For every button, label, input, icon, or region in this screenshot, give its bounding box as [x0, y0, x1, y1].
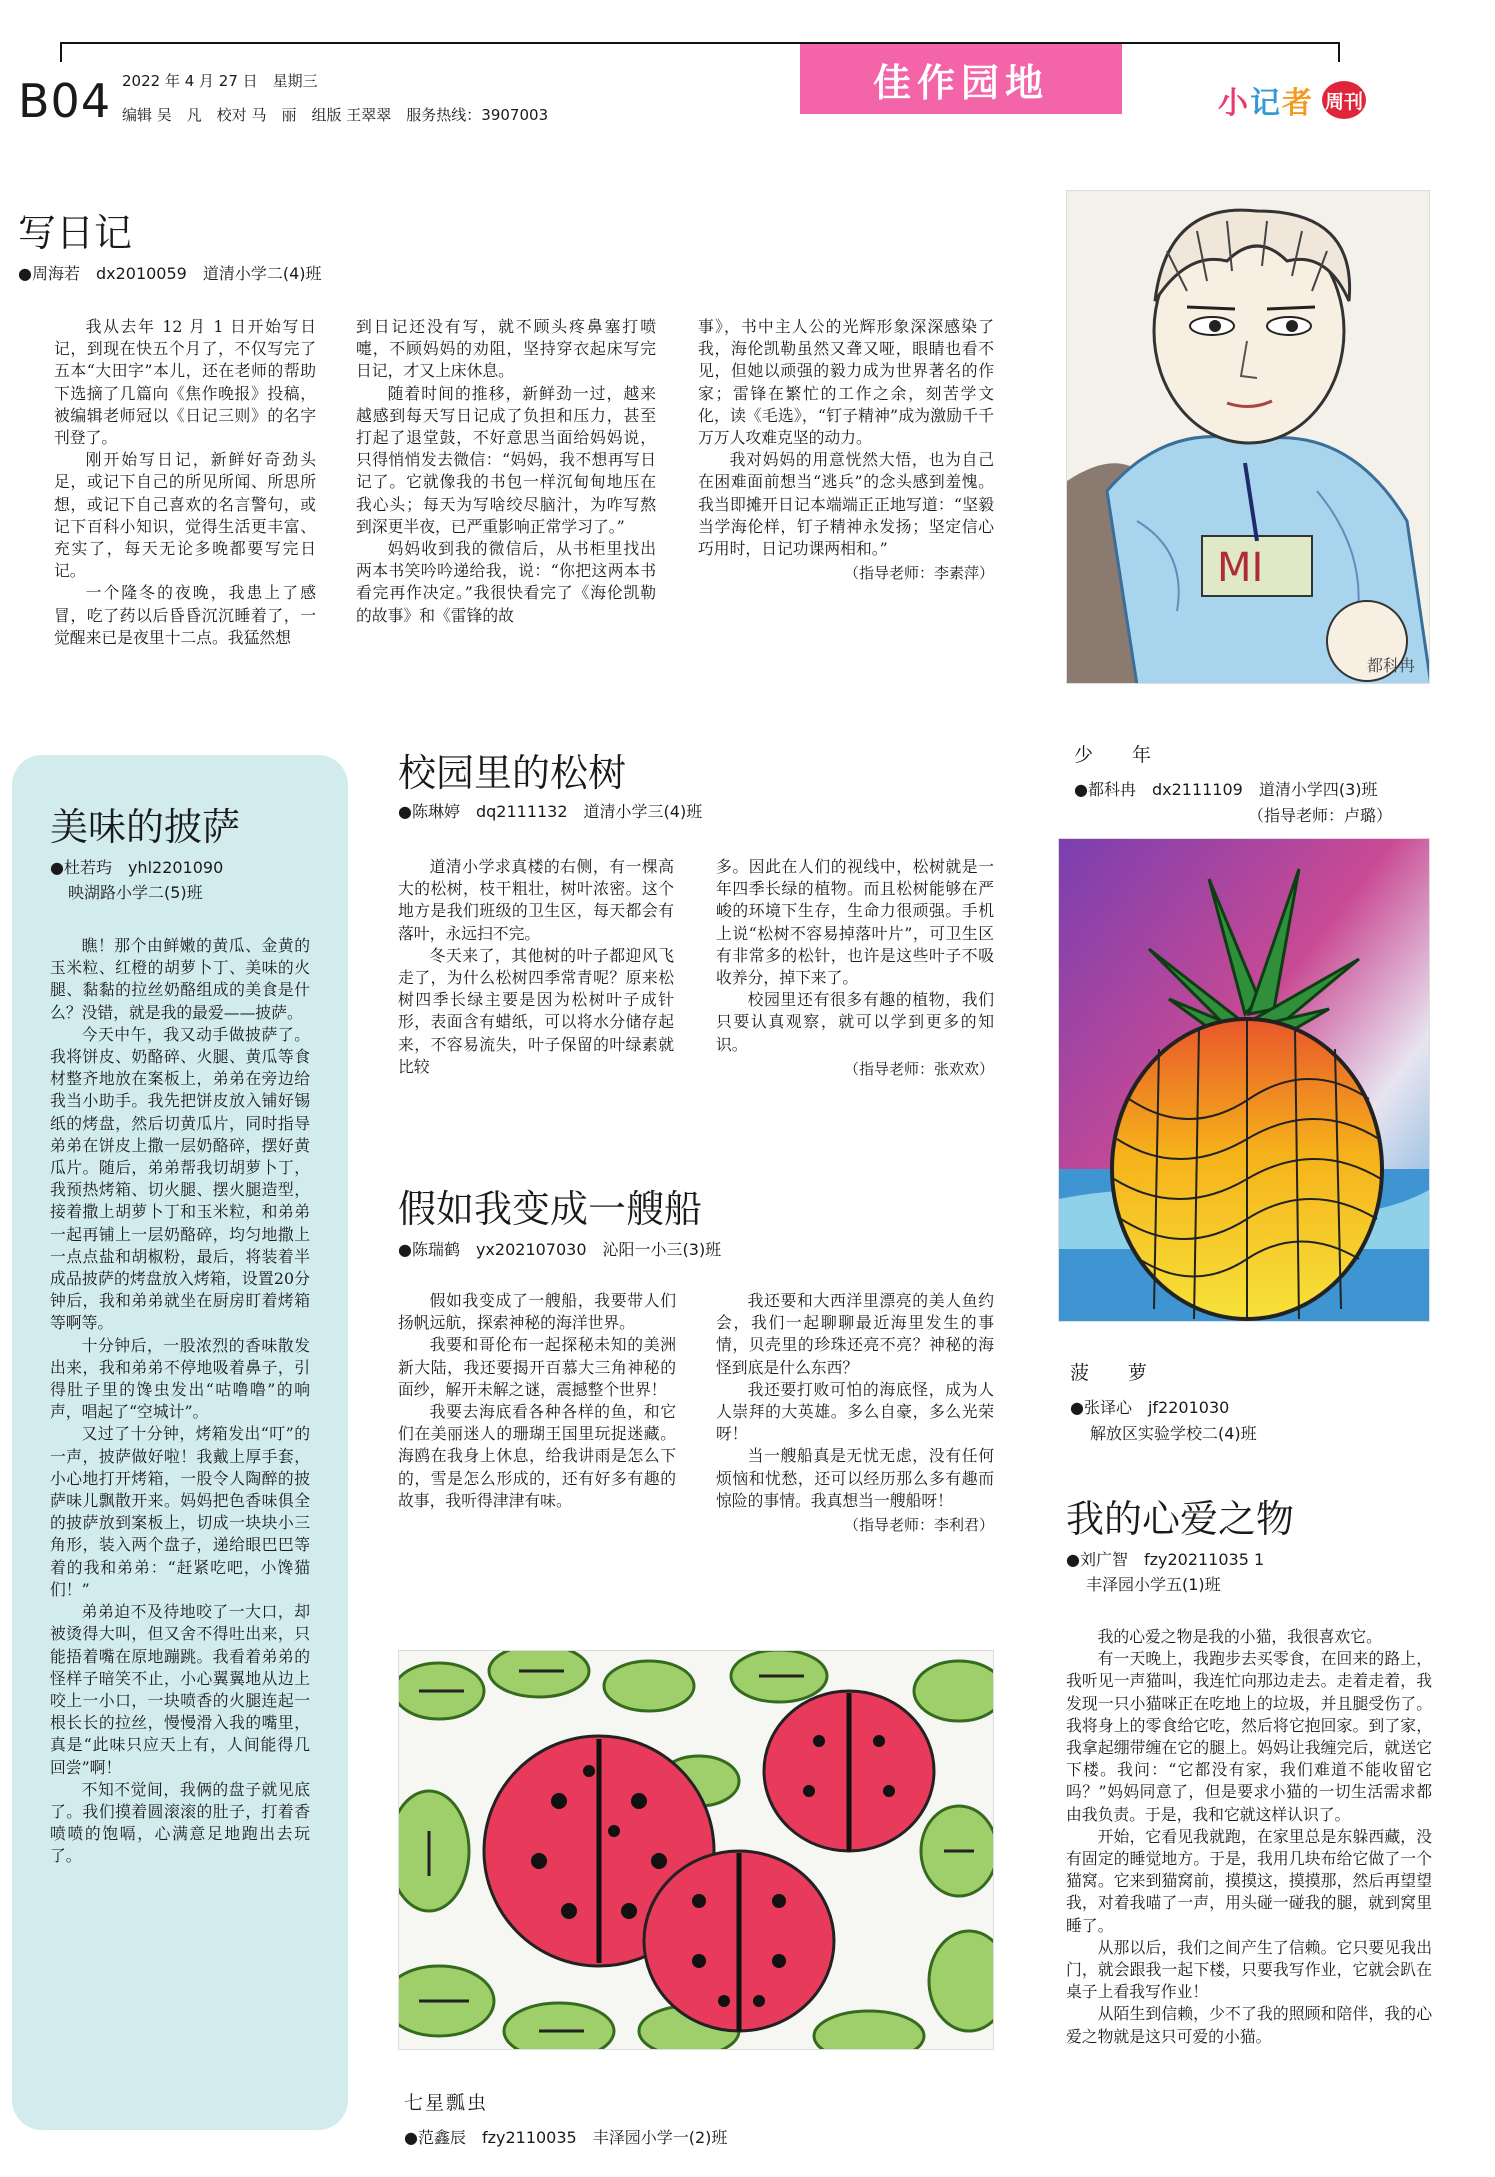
diary-column-3	[698, 316, 994, 680]
cat-byline-2: 丰泽园小学五(1)班	[1086, 1575, 1221, 1594]
boy-caption-teacher: （指导老师：卢璐）	[1248, 806, 1393, 825]
boat-column-2	[716, 1290, 994, 1620]
cat-title: 我的心爱之物	[1066, 1497, 1295, 1541]
boy-caption-title: 少 年	[1074, 744, 1162, 766]
masthead-logo	[1218, 78, 1366, 122]
diary-para: 我从去年 12 月 1 日开始写日记，到现在快五个月了，不仅写完了五本“大田字”本儿，还在老师的帮助下选摘了几篇向《焦作晚报》投稿，被编辑老师冠以《日记三则》的名字刊登了。	[54, 317, 316, 448]
boat-para: 我还要和大西洋里漂亮的美人鱼约会，我们一起聊聊最近海里发生的事情，贝壳里的珍珠还亮不亮？神秘的海怪到底是什么东西？	[716, 1291, 994, 1377]
pine-para: 冬天来了，其他树的叶子都迎风飞走了，为什么松树四季常青呢？原来松树四季长绿主要是因为松树叶子成针形，表面含有蜡纸，可以将水分储存起来，不容易流失，叶子保留的叶绿素就比较	[398, 945, 674, 1076]
header-rule	[60, 42, 1340, 44]
pine-para: 多。因此在人们的视线中，松树就是一年四季长绿的植物。而且松树能够在严峻的环境下生存，生命力很顽强。手机上说“松树不容易掉落叶片”，可卫生区有非常多的松针，也许是这些叶子不吸收养分，掉下来了。	[716, 857, 994, 988]
diary-byline: ●周海若 dx2010059 道清小学二(4)班	[18, 264, 322, 283]
pineapple-caption-byline-1: ●张译心 jf2201030	[1070, 1398, 1230, 1417]
pine-column-2	[716, 856, 994, 1116]
boat-para: 我还要打败可怕的海底怪，成为人人崇拜的大英雄。多么自豪，多么光荣呀！	[716, 1379, 994, 1444]
cat-para: 从陌生到信赖，少不了我的照顾和陪伴，我的心爱之物就是这只可爱的小猫。	[1066, 2004, 1432, 2046]
diary-para: 刚开始写日记，新鲜好奇劲头足，或记下自己的所见所闻、所思所想，或记下自己喜欢的名言警句，或记下百科小知识，觉得生活更丰富、充实了，每天无论多晚都要写完日记。	[54, 450, 316, 581]
cat-para: 有一天晚上，我跑步去买零食，在回来的路上，我听见一声猫叫，我连忙向那边走去。走着走着，我发现一只小猫咪正在吃地上的垃圾，并且腿受伤了。我将身上的零食给它吃，然后将它抱回家。到了家，我拿起绷带缠在它的腿上。妈妈让我缠完后，就送它下楼。我问：“它都没有家，我们难道不能收留它吗？”妈妈同意了，但是要求小猫的一切生活需求都由我负责。于是，我和它就这样认识了。	[1066, 1649, 1432, 1824]
header-rule-tick-right	[1338, 42, 1340, 62]
pizza-para: 瞧！那个由鲜嫩的黄瓜、金黄的玉米粒、红橙的胡萝卜丁、美味的火腿、黏黏的拉丝奶酪组成的美食是什么？没错，就是我的最爱——披萨。	[50, 936, 310, 1022]
section-tag: 佳作园地	[800, 44, 1122, 114]
pineapple-drawing	[1059, 839, 1430, 1322]
header-rule-tick-left	[60, 42, 62, 62]
pine-para: 道清小学求真楼的右侧，有一棵高大的松树，枝干粗壮，树叶浓密。这个地方是我们班级的卫生区，每天都会有落叶，永远扫不完。	[398, 857, 674, 943]
page-number: B04	[18, 74, 112, 128]
pizza-para: 弟弟迫不及待地咬了一大口，却被烫得大叫，但又舍不得吐出来，只能捂着嘴在原地蹦跳。我看着弟弟的怪样子暗笑不止，小心翼翼地从边上咬上一小口，一块喷香的火腿连起一根长长的拉丝，慢慢滑入我的嘴里，真是“此味只应天上有，人间能得几回尝”啊！	[50, 1602, 310, 1777]
pine-para: 校园里还有很多有趣的植物，我们只要认真观察，就可以学到更多的知识。	[716, 990, 994, 1054]
pine-byline: ●陈琳婷 dq2111132 道清小学三(4)班	[398, 802, 703, 821]
boat-para: 我要去海底看各种各样的鱼，和它们在美丽迷人的珊瑚王国里玩捉迷藏。海鸥在我身上休息，给我讲雨是怎么下的，雪是怎么形成的，还有好多有趣的故事，我听得津津有味。	[398, 1402, 676, 1510]
pizza-para: 又过了十分钟，烤箱发出“叮”的一声，披萨做好啦！我戴上厚手套，小心地打开烤箱，一股令人陶醉的披萨味儿飘散开来。妈妈把色香味俱全的披萨放到案板上，切成一块块小三角形，装入两个盘子，递给眼巴巴等着的我和弟弟：“赶紧吃吧，小馋猫们！”	[50, 1424, 310, 1599]
diary-title: 写日记	[18, 211, 133, 255]
ladybug-drawing	[399, 1651, 994, 2050]
pizza-title: 美味的披萨	[50, 805, 241, 849]
diary-para: 我对妈妈的用意恍然大悟，也为自己在困难面前想当“逃兵”的念头感到羞愧。我当即摊开日记本端端正正地写道：“坚毅当学海伦样，钉子精神永发扬；坚定信心巧用时，日记功课两相和。”	[698, 450, 994, 559]
staff-line: 编辑 吴 凡 校对 马 丽 组版 王翠翠 服务热线：3907003	[122, 106, 549, 124]
cat-para: 开始，它看见我就跑，在家里总是东躲西藏，没有固定的睡觉地方。于是，我用几块布给它做了一个猫窝。它来到猫窝前，摸摸这，摸摸那，然后再望望我，对着我喵了一声，用头碰一碰我的腿，就到窝里睡了。	[1066, 1826, 1432, 1935]
pizza-para: 十分钟后，一股浓烈的香味散发出来，我和弟弟不停地吸着鼻子，引得肚子里的馋虫发出“咕噜噜”的响声，唱起了“空城计”。	[50, 1335, 310, 1422]
ladybug-caption-byline: ●范鑫辰 fzy2110035 丰泽园小学一(2)班	[404, 2128, 728, 2147]
diary-para: 随着时间的推移，新鲜劲一过，越来越感到每天写日记成了负担和压力，甚至打起了退堂鼓，不好意思当面给妈妈说，只得悄悄发去微信：“妈妈，我不想再写日记了。它就像我的书包一样沉甸甸地压在我心头；每天为写啥绞尽脑汁，为咋写熬到深更半夜，已严重影响正常学习了。”	[356, 383, 656, 536]
pizza-byline-2: 映湖路小学二(5)班	[68, 883, 203, 902]
pineapple-caption-title: 菠 萝	[1070, 1362, 1158, 1384]
pizza-para: 今天中午，我又动手做披萨了。我将饼皮、奶酪碎、火腿、黄瓜等食材整齐地放在案板上，弟弟在旁边给我当小助手。我先把饼皮放入铺好锡纸的烤盘，然后切黄瓜片，同时指导弟弟在饼皮上撒一层奶酪碎，摆好黄瓜片。随后，弟弟帮我切胡萝卜丁，我预热烤箱、切火腿、摆火腿造型，接着撒上胡萝卜丁和玉米粒，和弟弟一起再铺上一层奶酪碎，均匀地撒上一点点盐和胡椒粉，最后，将装着半成品披萨的烤盘放入烤箱，设置20分钟后，我和弟弟就坐在厨房盯着烤箱等啊等。	[50, 1024, 310, 1333]
diary-para: 事》，书中主人公的光辉形象深深感染了我，海伦凯勒虽然又聋又哑，眼睛也看不见，但她以顽强的毅力成为世界著名的作家；雷锋在繁忙的工作之余，刻苦学文化，读《毛选》，“钉子精神”成为激励千千万万人攻难克坚的动力。	[698, 317, 994, 448]
boy-signature: 都科冉	[1367, 656, 1416, 675]
boy-caption-byline: ●都科冉 dx2111109 道清小学四(3)班	[1074, 780, 1378, 799]
logo-char-1: 小	[1218, 86, 1248, 121]
boat-para: 当一艘船真是无忧无虑，没有任何烦恼和忧愁，还可以经历那么多有趣而惊险的事情。我真想当一艘船呀！	[716, 1446, 994, 1510]
boy-drawing	[1067, 191, 1430, 684]
logo-char-2: 记	[1250, 86, 1280, 121]
pine-title: 校园里的松树	[398, 751, 627, 795]
logo-char-3: 者	[1282, 86, 1312, 121]
pizza-byline-1: ●杜若玙 yhl2201090	[50, 858, 224, 877]
diary-teacher: （指导老师：李素萍）	[843, 564, 994, 583]
cat-para: 我的心爱之物是我的小猫，我很喜欢它。	[1097, 1627, 1382, 1646]
cat-para: 从那以后，我们之间产生了信赖。它只要见我出门，就会跟我一起下楼，只要我写作业，它就会趴在桌子上看我写作业！	[1066, 1937, 1432, 2002]
pizza-body	[50, 935, 310, 2115]
boat-teacher: （指导老师：李利君）	[843, 1516, 994, 1535]
ladybug-caption-title: 七星瓢虫	[404, 2092, 489, 2114]
logo-stamp: 周刊	[1322, 81, 1366, 119]
boat-para: 我要和哥伦布一起探秘未知的美洲新大陆，我还要揭开百慕大三角神秘的面纱，解开未解之谜，震撼整个世界！	[398, 1335, 676, 1399]
painting-ladybug	[398, 1650, 994, 2050]
cat-body	[1066, 1626, 1432, 2146]
date-line: 2022 年 4 月 27 日 星期三	[122, 72, 318, 90]
diary-column-2	[356, 316, 656, 680]
painting-boy	[1066, 190, 1430, 684]
diary-para: 到日记还没有写，就不顾头疼鼻塞打喷嚏，不顾妈妈的劝阻，坚持穿衣起床写完日记，才又上床休息。	[356, 317, 656, 381]
pine-teacher: （指导老师：张欢欢）	[843, 1059, 994, 1078]
pizza-para: 不知不觉间，我俩的盘子就见底了。我们摸着圆滚滚的肚子，打着香喷喷的饱嗝，心满意足地跑出去玩了。	[50, 1779, 310, 1866]
cat-byline-1: ●刘广智 fzy20211035 1	[1066, 1550, 1265, 1569]
boat-byline: ●陈瑞鹤 yx202107030 沁阳一小三(3)班	[398, 1240, 722, 1259]
boat-title: 假如我变成一艘船	[398, 1187, 703, 1231]
boat-column-1	[398, 1290, 676, 1620]
painting-pineapple	[1058, 838, 1430, 1322]
svg-text:MI: MI	[1217, 545, 1264, 591]
pine-column-1	[398, 856, 674, 1116]
diary-para: 妈妈收到我的微信后，从书柜里找出两本书笑吟吟递给我，说：“你把这两本书看完再作决定。”我很快看完了《海伦凯勒的故事》和《雷锋的故	[356, 539, 656, 625]
boat-para: 假如我变成了一艘船，我要带人们扬帆远航，探索神秘的海洋世界。	[398, 1291, 676, 1333]
diary-column-1	[54, 316, 316, 680]
diary-para: 一个隆冬的夜晚，我患上了感冒，吃了药以后昏昏沉沉睡着了，一觉醒来已是夜里十二点。我猛然想	[54, 583, 316, 647]
pineapple-caption-byline-2: 解放区实验学校二(4)班	[1090, 1424, 1257, 1443]
